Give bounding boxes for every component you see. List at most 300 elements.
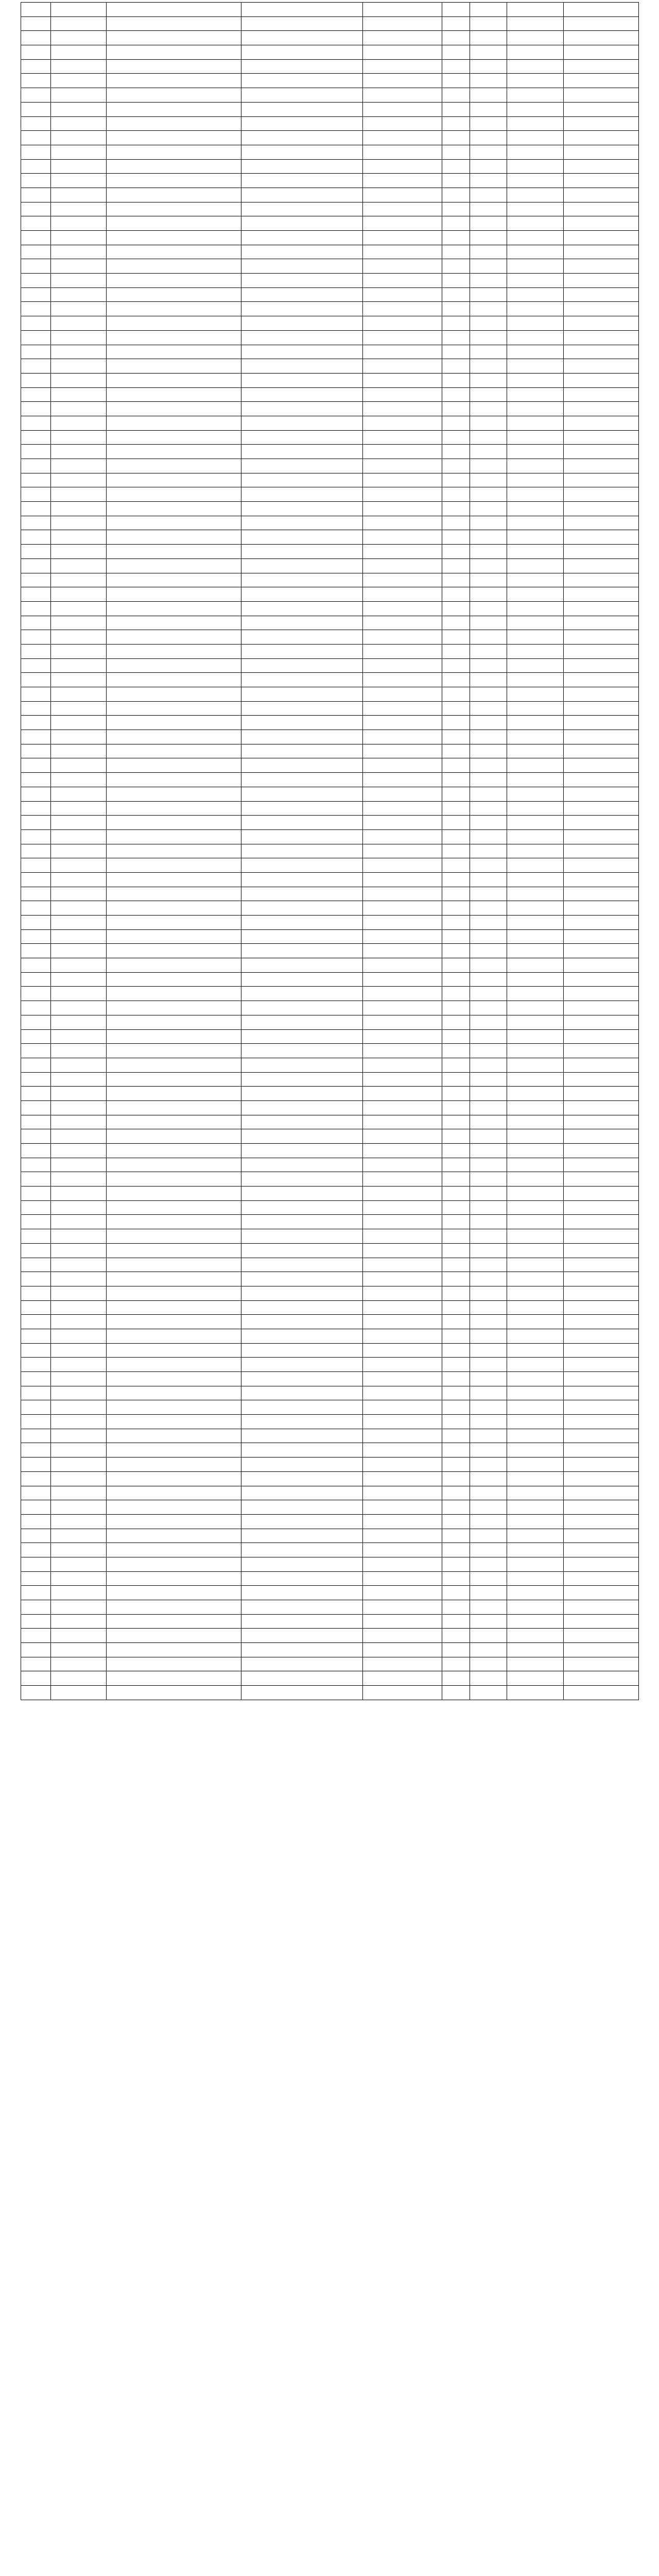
student-name-cell [51,1329,107,1343]
student-name-cell [51,1415,107,1429]
enrollment-date-cell [507,1229,564,1244]
student-id-cell [363,829,442,844]
student-name-cell [51,1072,107,1087]
major-cell [241,287,363,302]
ethnicity-cell [470,102,507,116]
ethnicity-cell [470,1058,507,1072]
student-id-cell [363,102,442,116]
enrollment-date-cell [507,387,564,402]
row-number-cell [21,445,51,459]
row-number-cell [21,801,51,816]
enrollment-date-cell [507,445,564,459]
code-cell [564,345,639,359]
enrollment-date-cell [507,1372,564,1386]
enrollment-date-cell [507,1486,564,1500]
table-row [21,958,639,973]
ethnicity-cell [470,1643,507,1657]
table-row [21,102,639,116]
major-cell [241,1657,363,1671]
ethnicity-cell [470,1100,507,1115]
ethnicity-cell [470,445,507,459]
row-number-cell [21,1458,51,1472]
student-name-cell [51,1429,107,1443]
college-cell [107,287,241,302]
college-cell [107,387,241,402]
college-cell [107,1329,241,1343]
student-name-cell [51,1243,107,1258]
code-cell [564,216,639,231]
code-cell [564,1415,639,1429]
major-cell [241,459,363,473]
college-cell [107,1614,241,1629]
student-name-cell [51,587,107,602]
row-number-cell [21,530,51,545]
gender-cell [442,773,470,787]
table-row [21,487,639,502]
row-number-cell [21,1529,51,1543]
table-row [21,1643,639,1657]
table-row [21,530,639,545]
code-cell [564,1571,639,1586]
code-cell [564,259,639,274]
gender-cell [442,573,470,587]
code-cell [564,1172,639,1187]
row-number-cell [21,787,51,801]
ethnicity-cell [470,630,507,645]
code-cell [564,987,639,1001]
enrollment-date-cell [507,1458,564,1472]
row-number-cell [21,1243,51,1258]
table-row [21,1001,639,1015]
gender-cell [442,131,470,145]
table-row [21,1272,639,1286]
table-row [21,673,639,687]
table-row [21,929,639,944]
student-name-cell [51,473,107,487]
enrollment-date-cell [507,1243,564,1258]
student-name-cell [51,1443,107,1458]
college-cell [107,102,241,116]
ethnicity-cell [470,1115,507,1129]
major-cell [241,1158,363,1172]
enrollment-date-cell [507,887,564,901]
enrollment-date-cell [507,159,564,174]
gender-cell [442,1187,470,1201]
ethnicity-cell [470,1015,507,1029]
college-cell [107,1115,241,1129]
major-cell [241,816,363,830]
major-cell [241,74,363,88]
row-number-cell [21,1686,51,1700]
major-cell [241,1600,363,1615]
enrollment-date-cell [507,587,564,602]
student-id-cell [363,573,442,587]
major-cell [241,744,363,758]
major-cell [241,530,363,545]
table-row [21,231,639,245]
code-cell [564,673,639,687]
gender-cell [442,1272,470,1286]
college-cell [107,1543,241,1557]
code-cell [564,373,639,387]
table-row [21,74,639,88]
gender-cell [442,302,470,316]
row-number-cell [21,245,51,259]
gender-cell [442,1158,470,1172]
code-cell [564,16,639,31]
college-cell [107,159,241,174]
student-name-cell [51,801,107,816]
row-number-cell [21,1129,51,1144]
college-cell [107,829,241,844]
college-cell [107,1187,241,1201]
college-cell [107,274,241,288]
code-cell [564,687,639,702]
table-row [21,1029,639,1044]
ethnicity-cell [470,1315,507,1329]
enrollment-date-cell [507,858,564,873]
major-cell [241,16,363,31]
ethnicity-cell [470,1657,507,1671]
enrollment-date-cell [507,1001,564,1015]
student-id-cell [363,1300,442,1315]
college-cell [107,1400,241,1415]
major-cell [241,31,363,45]
college-cell [107,3,241,17]
table-row [21,730,639,744]
ethnicity-cell [470,245,507,259]
table-row [21,302,639,316]
enrollment-date-cell [507,1329,564,1343]
gender-cell [442,430,470,445]
row-number-cell [21,1543,51,1557]
enrollment-date-cell [507,1044,564,1058]
code-cell [564,573,639,587]
college-cell [107,787,241,801]
gender-cell [442,287,470,302]
major-cell [241,1514,363,1529]
ethnicity-cell [470,1514,507,1529]
major-cell [241,1571,363,1586]
ethnicity-cell [470,174,507,188]
student-name-cell [51,1300,107,1315]
college-cell [107,1358,241,1372]
student-name-cell [51,1272,107,1286]
student-name-cell [51,174,107,188]
table-row [21,816,639,830]
table-row [21,1400,639,1415]
college-cell [107,74,241,88]
student-id-cell [363,844,442,858]
table-row [21,1529,639,1543]
student-id-cell [363,1372,442,1386]
code-cell [564,1471,639,1486]
gender-cell [442,45,470,60]
ethnicity-cell [470,616,507,630]
student-name-cell [51,1058,107,1072]
code-cell [564,1058,639,1072]
student-id-cell [363,687,442,702]
major-cell [241,558,363,573]
student-name-cell [51,744,107,758]
student-id-cell [363,872,442,887]
row-number-cell [21,116,51,131]
student-id-cell [363,16,442,31]
code-cell [564,1614,639,1629]
student-id-cell [363,1144,442,1158]
student-id-cell [363,701,442,716]
gender-cell [442,387,470,402]
code-cell [564,1315,639,1329]
college-cell [107,1386,241,1400]
ethnicity-cell [470,45,507,60]
major-cell [241,1115,363,1129]
table-row [21,573,639,587]
major-cell [241,1415,363,1429]
row-number-cell [21,1286,51,1300]
ethnicity-cell [470,1258,507,1272]
table-row [21,545,639,559]
row-number-cell [21,1386,51,1400]
major-cell [241,345,363,359]
ethnicity-cell [470,829,507,844]
gender-cell [442,644,470,658]
student-id-cell [363,459,442,473]
code-cell [564,530,639,545]
code-cell [564,245,639,259]
table-row [21,844,639,858]
college-cell [107,1671,241,1686]
gender-cell [442,929,470,944]
major-cell [241,302,363,316]
code-cell [564,1386,639,1400]
major-cell [241,1557,363,1571]
row-number-cell [21,1415,51,1429]
code-cell [564,701,639,716]
ethnicity-cell [470,773,507,787]
row-number-cell [21,901,51,916]
gender-cell [442,1129,470,1144]
code-cell [564,730,639,744]
major-cell [241,45,363,60]
gender-cell [442,1500,470,1515]
ethnicity-cell [470,887,507,901]
table-row [21,801,639,816]
gender-cell [442,31,470,45]
table-row [21,1115,639,1129]
row-number-cell [21,829,51,844]
row-number-cell [21,701,51,716]
student-id-cell [363,1058,442,1072]
gender-cell [442,274,470,288]
table-row [21,174,639,188]
code-cell [564,1158,639,1172]
gender-cell [442,88,470,103]
row-number-cell [21,1358,51,1372]
table-row [21,445,639,459]
gender-cell [442,1571,470,1586]
student-id-cell [363,445,442,459]
ethnicity-cell [470,1072,507,1087]
gender-cell [442,558,470,573]
student-name-cell [51,730,107,744]
table-row [21,159,639,174]
student-id-cell [363,1500,442,1515]
ethnicity-cell [470,1044,507,1058]
enrollment-date-cell [507,1215,564,1229]
enrollment-date-cell [507,1115,564,1129]
enrollment-date-cell [507,1358,564,1372]
college-cell [107,573,241,587]
ethnicity-cell [470,387,507,402]
ethnicity-cell [470,1471,507,1486]
ethnicity-cell [470,1529,507,1543]
student-name-cell [51,773,107,787]
student-name-cell [51,1557,107,1571]
code-cell [564,487,639,502]
major-cell [241,502,363,516]
table-row [21,901,639,916]
student-id-cell [363,601,442,616]
college-cell [107,45,241,60]
code-cell [564,1400,639,1415]
student-name-cell [51,1586,107,1600]
row-number-cell [21,872,51,887]
enrollment-date-cell [507,1058,564,1072]
college-cell [107,516,241,530]
ethnicity-cell [470,587,507,602]
college-cell [107,59,241,74]
table-row [21,373,639,387]
gender-cell [442,958,470,973]
student-name-cell [51,1044,107,1058]
college-cell [107,1001,241,1015]
ethnicity-cell [470,1400,507,1415]
student-id-cell [363,616,442,630]
enrollment-date-cell [507,216,564,231]
row-number-cell [21,730,51,744]
code-cell [564,1200,639,1215]
major-cell [241,159,363,174]
ethnicity-cell [470,345,507,359]
major-cell [241,1343,363,1358]
row-number-cell [21,330,51,345]
enrollment-date-cell [507,1400,564,1415]
college-cell [107,944,241,958]
enrollment-date-cell [507,1315,564,1329]
student-name-cell [51,1358,107,1372]
college-cell [107,1243,241,1258]
gender-cell [442,116,470,131]
enrollment-date-cell [507,1100,564,1115]
row-number-cell [21,587,51,602]
table-row [21,1286,639,1300]
enrollment-date-cell [507,958,564,973]
student-id-cell [363,1486,442,1500]
major-cell [241,1458,363,1472]
code-cell [564,773,639,787]
gender-cell [442,545,470,559]
student-id-cell [363,545,442,559]
enrollment-date-cell [507,316,564,331]
student-name-cell [51,1100,107,1115]
college-cell [107,330,241,345]
student-name-cell [51,1087,107,1101]
student-name-cell [51,330,107,345]
gender-cell [442,1529,470,1543]
code-cell [564,844,639,858]
gender-cell [442,816,470,830]
code-cell [564,958,639,973]
row-number-cell [21,1657,51,1671]
code-cell [564,74,639,88]
gender-cell [442,1486,470,1500]
enrollment-date-cell [507,1386,564,1400]
major-cell [241,145,363,159]
student-name-cell [51,1215,107,1229]
student-name-cell [51,673,107,687]
table-row [21,202,639,216]
enrollment-date-cell [507,45,564,60]
major-cell [241,1300,363,1315]
student-name-cell [51,1258,107,1272]
college-cell [107,188,241,202]
code-cell [564,1029,639,1044]
student-id-cell [363,1187,442,1201]
table-row [21,1358,639,1372]
row-number-cell [21,131,51,145]
table-row [21,1571,639,1586]
major-cell [241,445,363,459]
major-cell [241,416,363,430]
table-row [21,1343,639,1358]
table-row [21,972,639,987]
student-name-cell [51,88,107,103]
gender-cell [442,16,470,31]
gender-cell [442,658,470,673]
table-row [21,558,639,573]
table-row [21,1172,639,1187]
student-id-cell [363,345,442,359]
student-name-cell [51,644,107,658]
student-name-cell [51,858,107,873]
row-number-cell [21,758,51,773]
student-name-cell [51,530,107,545]
row-number-cell [21,1429,51,1443]
student-id-cell [363,1158,442,1172]
student-id-cell [363,787,442,801]
student-id-cell [363,1115,442,1129]
major-cell [241,1614,363,1629]
student-name-cell [51,1229,107,1244]
student-name-cell [51,287,107,302]
student-name-cell [51,1400,107,1415]
code-cell [564,1429,639,1443]
code-cell [564,402,639,416]
gender-cell [442,844,470,858]
table-row [21,1243,639,1258]
code-cell [564,1557,639,1571]
enrollment-date-cell [507,373,564,387]
enrollment-date-cell [507,1158,564,1172]
ethnicity-cell [470,1172,507,1187]
row-number-cell [21,1300,51,1315]
college-cell [107,916,241,930]
row-number-cell [21,816,51,830]
student-id-cell [363,744,442,758]
major-cell [241,701,363,716]
student-id-cell [363,1272,442,1286]
